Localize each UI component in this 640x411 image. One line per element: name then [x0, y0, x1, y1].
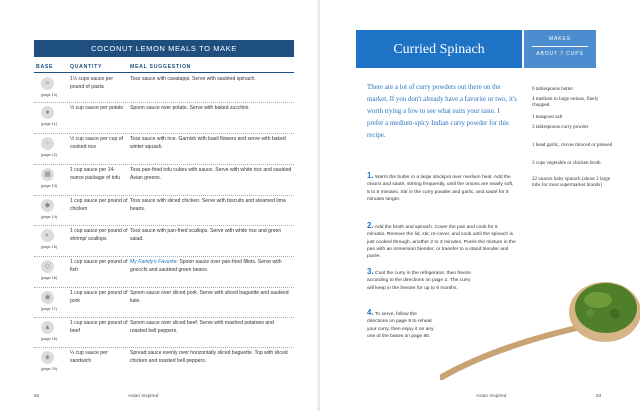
recipe-title: Curried Spinach	[356, 30, 522, 68]
quantity-cell: 1 cup sauce per pound of chicken	[70, 198, 128, 212]
step-text: Cool the curry in the refrigerator, then freeze according to the directions on page 2. The curry will keep in the freezer for up to 6 months.	[367, 271, 471, 291]
suggestion-text: Toss sauce with rice. Garnish with basil flowers and serve with baked winter squash.	[130, 136, 286, 150]
ingredient-item	[532, 96, 614, 109]
ingredient-name: tablespoons butter	[535, 86, 574, 92]
quantity-cell: 1 cup sauce per pound of shrimp/ scallops	[70, 228, 128, 242]
header-rule	[34, 72, 294, 73]
suggestion-cell	[130, 320, 292, 335]
quantity-cell: 1 cup sauce per 14-ounce package of tofu	[70, 167, 121, 181]
beef-icon: ▲	[41, 321, 54, 334]
step-number: 3.	[367, 267, 374, 276]
table-row	[34, 259, 294, 289]
row-divider	[34, 164, 294, 165]
shrimp-icon: ◐	[41, 229, 54, 242]
page-reference: (page 10)	[40, 93, 58, 97]
row-divider	[34, 317, 294, 318]
potato-icon: ●	[41, 106, 54, 119]
suggestion-text: Toss pan-fried tofu cubes with sauce. Serve with white rice and sautéed Asian greens.	[130, 167, 292, 181]
suggestion-cell	[130, 167, 292, 182]
table-row	[34, 320, 294, 350]
row-divider	[34, 287, 294, 288]
suggestion-text: Spoon sauce over potato. Serve with baked zucchini.	[130, 105, 250, 111]
pork-icon: ◉	[41, 291, 54, 304]
ingredient-item	[532, 124, 614, 130]
page-reference: (page 13)	[40, 184, 58, 188]
ingredient-item	[532, 160, 614, 166]
page-reference: (page 20)	[40, 367, 58, 371]
sandwich-icon: ◈	[41, 351, 54, 364]
left-page-number: 82	[34, 394, 40, 399]
table-row	[34, 167, 294, 197]
table-row	[34, 136, 294, 166]
row-divider	[34, 347, 294, 348]
favorite-label: My Family's Favorite:	[130, 259, 178, 265]
ingredient-name: tablespoons curry powder	[535, 124, 589, 130]
right-page-number: 83	[596, 394, 602, 399]
quantity-cell: 1 cup sauce per pound of beef	[70, 320, 128, 334]
step-text: Warm the butter in a large stockpot over medium heat. Add the onions and sauté, stirring frequently, until the onions are nearly soft, 5 to 8 minutes. Stir in the curry powder and garlic, and sauté for 5 minutes longer.	[367, 175, 514, 202]
page-reference: (page 18)	[40, 337, 58, 341]
suggestion-text: Spread sauce evenly over horizontally sliced baguette. Top with sliced chicken and roasted bell peppers.	[130, 350, 288, 364]
ingredient-amount: 1	[532, 114, 535, 120]
suggestion-cell	[130, 198, 292, 213]
row-divider	[34, 133, 294, 134]
ingredient-amount: 3	[532, 124, 535, 130]
suggestion-cell	[130, 259, 292, 274]
step-4	[367, 309, 439, 340]
step-number: 1.	[367, 171, 374, 180]
table-row	[34, 290, 294, 320]
left-running-title: Asian Inspired	[128, 394, 159, 399]
recipe-intro: There are a lot of curry powders out there on the market. If you don't already have a favorite or two, it's worth trying a few to see what suits your taste. I prefer a medium-spicy Indian curry powder for this recipe.	[367, 84, 517, 139]
chicken-icon: ◆	[41, 199, 54, 212]
column-quantity: QUANTITY	[70, 64, 103, 70]
page-reference: (page 14)	[40, 215, 58, 219]
ingredient-name: medium to large onions, finely chopped	[532, 96, 599, 109]
ingredient-name: ounces baby spinach (about 2 large tubs for most supermarket brands)	[532, 176, 610, 189]
ingredient-name: cups vegetable or chicken broth	[535, 160, 601, 166]
makes-divider	[532, 46, 588, 47]
row-divider	[34, 102, 294, 103]
quantity-cell: ½ cup sauce per potato	[70, 105, 124, 111]
suggestion-cell	[130, 228, 292, 243]
meals-table-header: COCONUT LEMON MEALS TO MAKE	[34, 40, 294, 57]
table-row	[34, 198, 294, 228]
quantity-cell: 1 cup sauce per pound of fish	[70, 259, 128, 273]
page-reference: (page 17)	[40, 307, 58, 311]
row-divider	[34, 195, 294, 196]
makes-value: ABOUT 7 CUPS	[536, 51, 584, 57]
tofu-icon: ▦	[41, 168, 54, 181]
page-reference: (page 15)	[40, 245, 58, 249]
suggestion-text: Toss sauce with cavatappi. Serve with sautéed spinach.	[130, 76, 256, 82]
ingredient-item	[532, 114, 614, 120]
suggestion-cell	[130, 136, 292, 151]
quantity-cell: ¼ cup sauce per sandwich	[70, 350, 108, 364]
suggestion-text: Toss sauce with pan-fried scallops. Serve with white rice and green salad.	[130, 228, 282, 242]
page-reference: (page 12)	[40, 153, 58, 157]
suggestion-text: Spoon sauce over sliced pork. Serve with sliced baguette and sautéed kale.	[130, 290, 289, 304]
ingredient-amount: 6	[532, 86, 535, 92]
column-suggestion: MEAL SUGGESTION	[130, 64, 192, 70]
makes-box	[524, 30, 596, 68]
spinach-spoon-photo	[440, 250, 640, 380]
suggestion-text: Spoon sauce over sliced beef. Serve with mashed potatoes and roasted bell peppers.	[130, 320, 274, 334]
row-divider	[34, 225, 294, 226]
table-row	[34, 105, 294, 135]
ingredient-item	[532, 142, 614, 148]
row-divider	[34, 256, 294, 257]
makes-label: MAKES	[548, 36, 571, 42]
suggestion-cell	[130, 350, 292, 365]
suggestion-cell	[130, 105, 292, 113]
suggestion-cell	[130, 290, 292, 305]
ingredient-name: head garlic, cloves minced or pressed	[535, 142, 613, 148]
page-reference: (page 16)	[40, 276, 58, 280]
step-number: 2.	[367, 221, 374, 230]
step-1	[367, 172, 517, 203]
right-running-title: Asian Inspired	[476, 394, 507, 399]
rice-icon: ⁘	[41, 137, 54, 150]
table-row	[34, 228, 294, 258]
suggestion-cell	[130, 76, 292, 84]
pasta-icon: ≈	[41, 77, 54, 90]
ingredient-item	[532, 176, 614, 189]
ingredient-amount: 1	[532, 142, 535, 148]
fish-icon: ◇	[41, 260, 54, 273]
step-text: To serve, follow the directions on page 8 to reheat your curry, then enjoy it on any one of the bases on page 85.	[367, 312, 434, 339]
ingredient-item	[532, 86, 614, 92]
table-row	[34, 350, 294, 380]
suggestion-text: Spoon sauce over pan-fried fillets. Serve with gnocchi and sautéed green beans.	[130, 259, 282, 273]
suggestion-text: Toss sauce with sliced chicken. Serve with biscuits and steamed lima beans.	[130, 198, 286, 212]
column-base: BASE	[36, 64, 54, 70]
ingredient-amount: 4	[532, 96, 535, 102]
step-text: Add the broth and spinach. Cover the pan and cook for 5 minutes. Remove the lid, stir, re-cover, and cook until the spinach is just cooked through, another 2 to 3 minutes. Purée the mixture in the pan with an immersion blender, or transfer to a stand blender and purée.	[367, 225, 516, 260]
page-reference: (page 11)	[41, 122, 57, 126]
quantity-cell: ½ cup sauce per cup of cooked rice	[70, 136, 123, 150]
ingredient-name: teaspoon salt	[535, 114, 563, 120]
quantity-cell: 1½ cups sauce per pound of pasta	[70, 76, 114, 90]
quantity-cell: 1 cup sauce per pound of pork	[70, 290, 128, 304]
ingredient-amount: 22	[532, 176, 538, 182]
ingredient-amount: 3	[532, 160, 535, 166]
step-number: 4.	[367, 308, 374, 317]
